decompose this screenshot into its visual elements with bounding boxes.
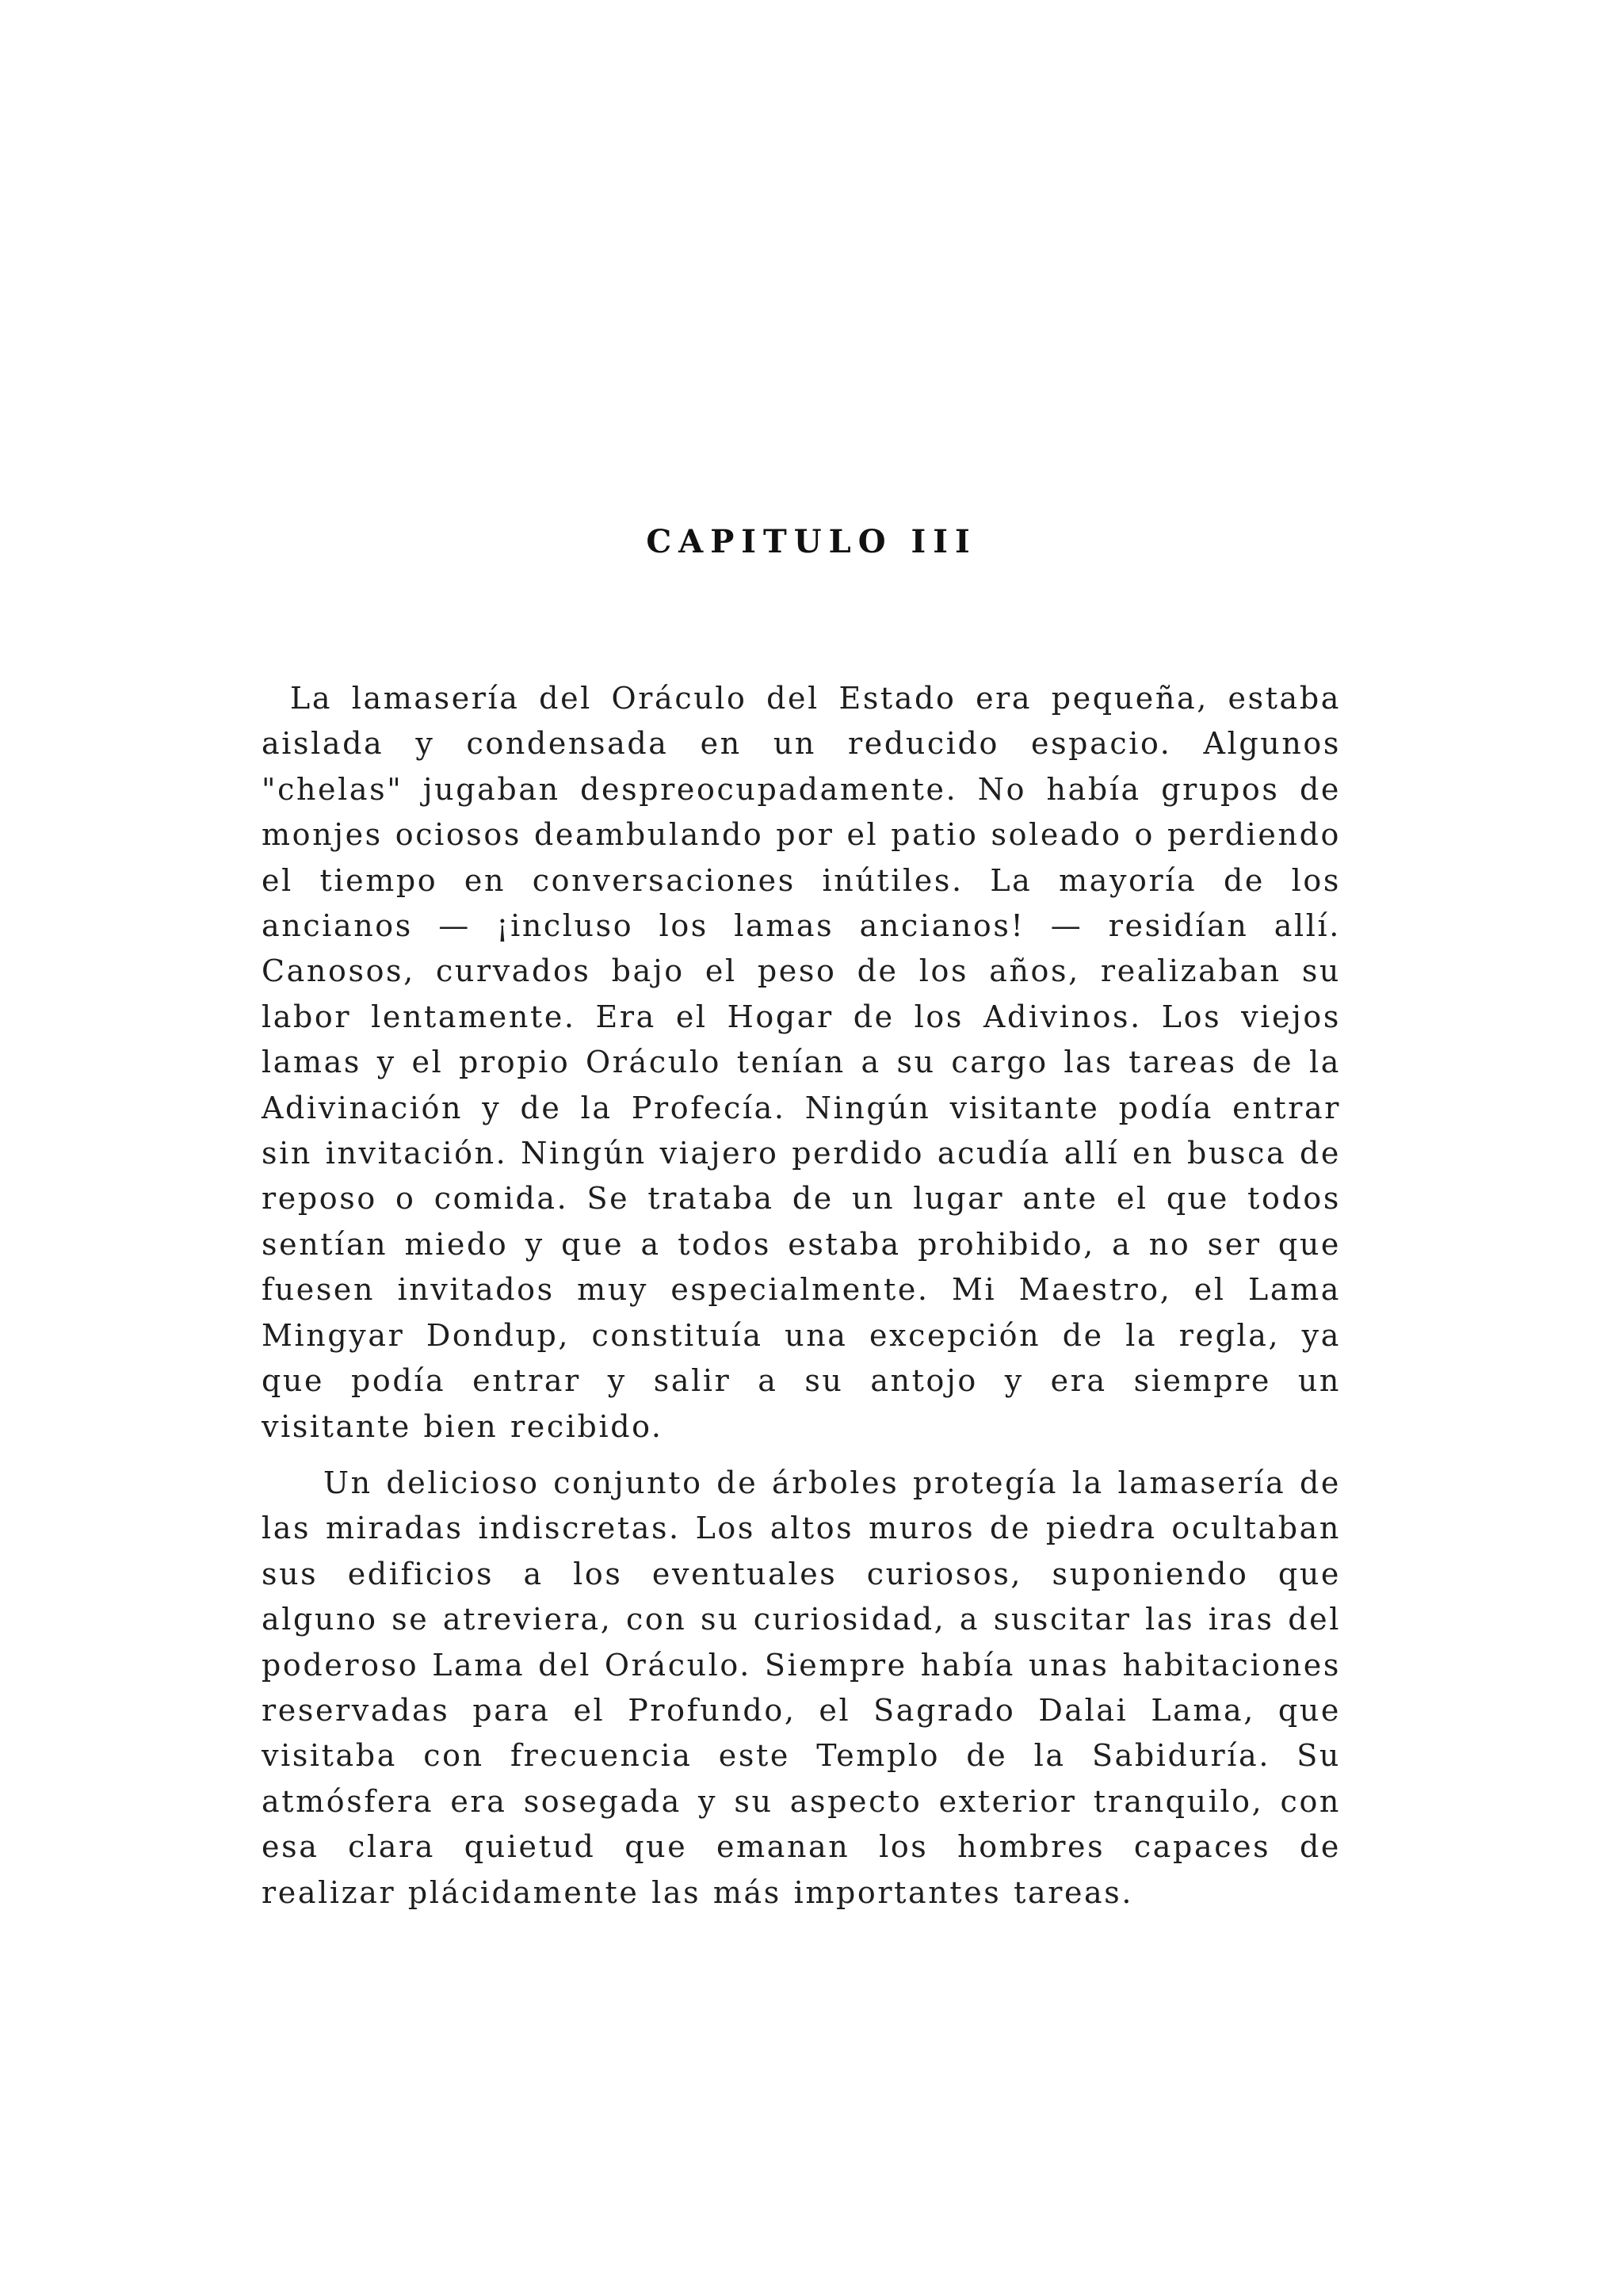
body-text xyxy=(262,676,1341,1916)
paragraph-1: La lamasería del Oráculo del Estado era pequeña, estaba aislada y condensada en un reducido espacio. Algunos "chelas" jugaban despreocupadamente. No había grupos de monjes ociosos deambulando por el patio soleado o perdiendo el tiempo en conversaciones inútiles. La mayoría de los ancianos — ¡incluso los lamas ancianos! — residían allí. Canosos, curvados bajo el peso de los años, realizaban su labor lentamente. Era el Hogar de los Adivinos. Los viejos lamas y el propio Oráculo tenían a su cargo las tareas de la Adivinación y de la Profecía. Ningún visitante podía entrar sin invitación. Ningún viajero perdido acudía allí en busca de reposo o comida. Se trataba de un lugar ante el que todos sentían miedo y que a todos estaba prohibido, a no ser que fuesen invitados muy especialmente. Mi Maestro, el Lama Mingyar Dondup, constituía una excepción de la regla, ya que podía entrar y salir a su antojo y era siempre un visitante bien recibido. xyxy=(262,681,1341,1444)
chapter-title: CAPITULO III xyxy=(646,523,977,560)
paragraph-2: Un delicioso conjunto de árboles protegía la lamasería de las miradas indiscretas. Los altos muros de piedra ocultaban sus edificios a los eventuales curiosos, suponiendo que alguno se atreviera, con su curiosidad, a suscitar las iras del poderoso Lama del Oráculo. Siempre había unas habitaciones reservadas para el Profundo, el Sagrado Dalai Lama, que visitaba con frecuencia este Templo de la Sabiduría. Su atmósfera era sosegada y su aspecto exterior tranquilo, con esa clara quietud que emanan los hombres capaces de realizar plácidamente las más importantes tareas. xyxy=(262,1465,1341,1910)
